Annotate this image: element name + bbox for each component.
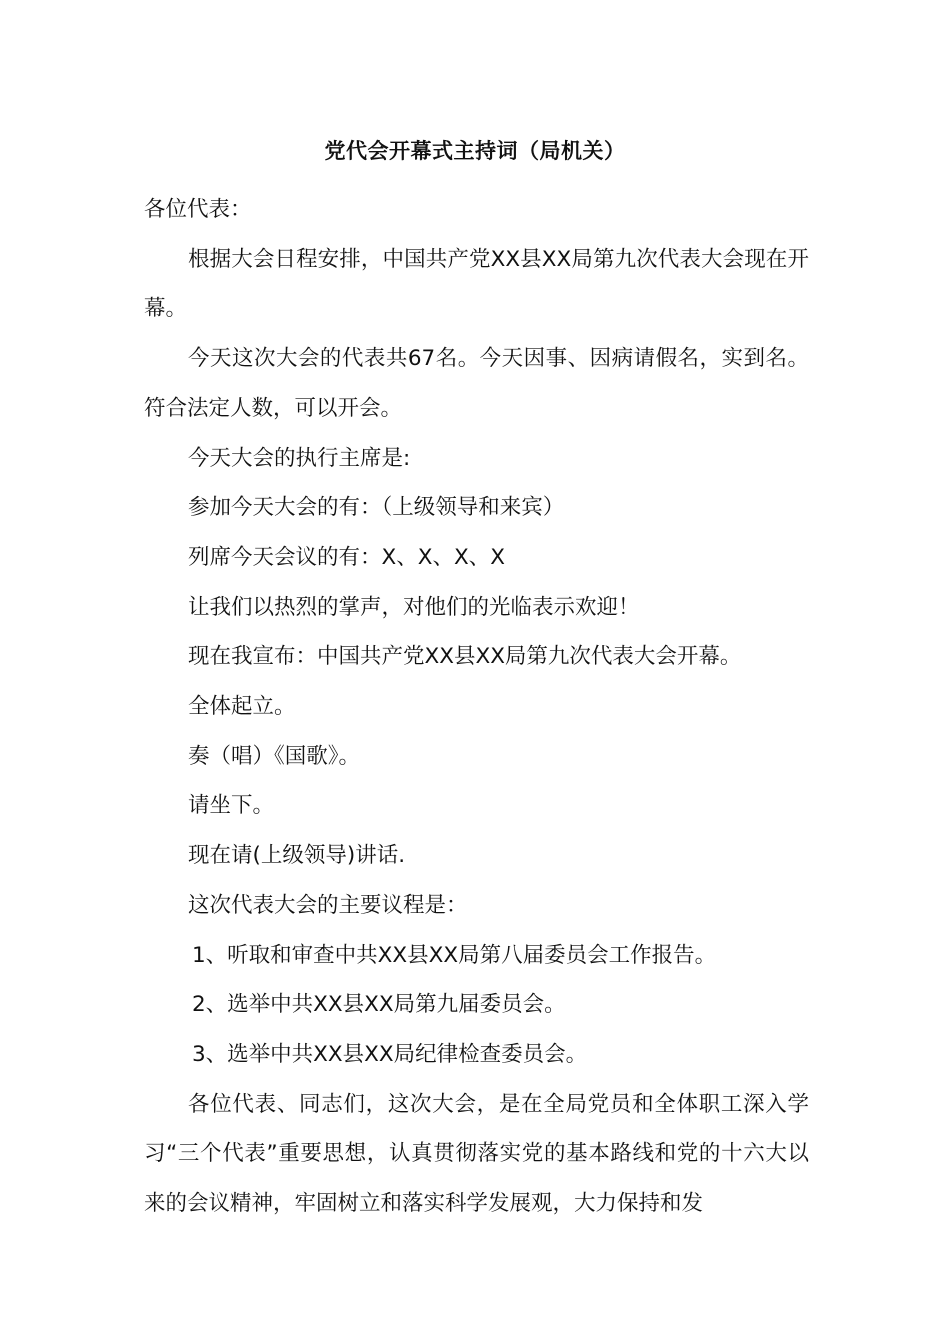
- agenda-item: 1、听取和审查中共XX县XX局第八届委员会工作报告。: [192, 942, 717, 968]
- paragraph-sit: 请坐下。: [188, 793, 275, 819]
- paragraph-chair: 今天大会的执行主席是:: [188, 445, 411, 471]
- paragraph-opening: 根据大会日程安排，中国共产党XX县XX局第九次代表大会现在开幕。: [144, 246, 809, 322]
- paragraph-announcement: 现在我宣布：中国共产党XX县XX局第九次代表大会开幕。: [188, 644, 742, 670]
- paragraph-observers: 列席今天会议的有：X、X、X、X: [188, 544, 505, 570]
- paragraph-guests: 参加今天大会的有：（上级领导和来宾）: [188, 495, 565, 521]
- paragraph-speech: 现在请(上级领导)讲话.: [188, 843, 406, 869]
- paragraph-anthem: 奏（唱）《国歌》。: [188, 743, 361, 769]
- paragraph-welcome: 让我们以热烈的掌声，对他们的光临表示欢迎！: [188, 594, 640, 620]
- paragraph-agenda-intro: 这次代表大会的主要议程是：: [188, 892, 468, 918]
- agenda-item: 3、选举中共XX县XX局纪律检查委员会。: [192, 1041, 588, 1067]
- paragraph-attendance: 今天这次大会的代表共67名。今天因事、因病请假名，实到名。符合法定人数，可以开会。: [144, 346, 809, 421]
- document-title: 党代会开幕式主持词（局机关）: [324, 139, 626, 163]
- salutation: 各位代表：: [144, 197, 252, 222]
- paragraph-stand: 全体起立。: [188, 694, 296, 720]
- document-body: [144, 185, 809, 1229]
- agenda-item: 2、选举中共XX县XX局第九届委员会。: [192, 992, 566, 1018]
- paragraph-closing: 各位代表、同志们，这次大会，是在全局党员和全体职工深入学习“三个代表”重要思想，认真贯彻落实党的基本路线和党的十六大以来的会议精神，牢固树立和落实科学发展观，大力保持和发: [144, 1091, 809, 1217]
